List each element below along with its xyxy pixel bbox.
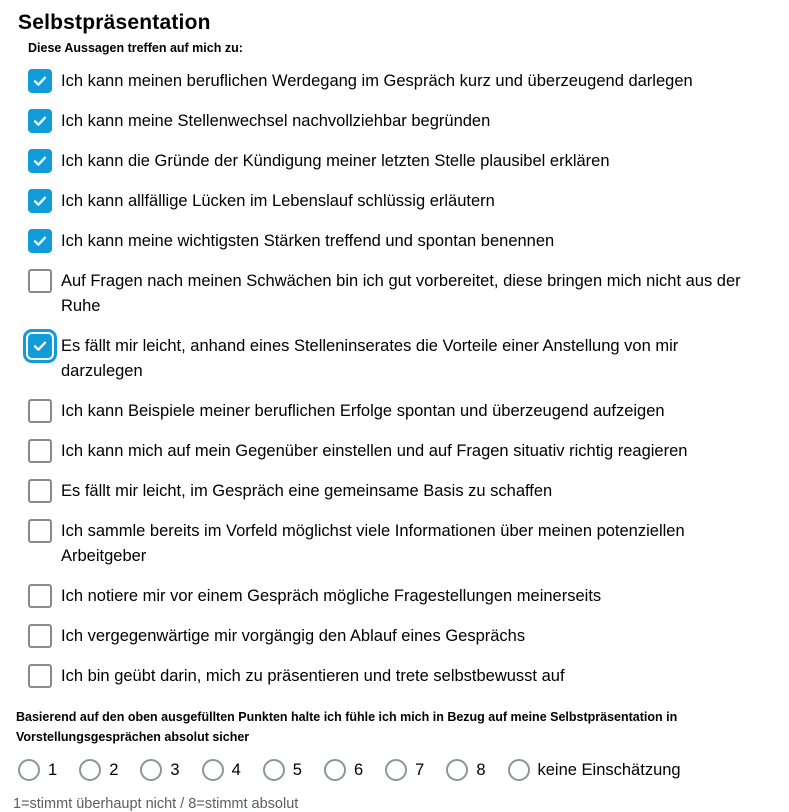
checklist-item-label[interactable]: Es fällt mir leicht, anhand eines Stelleninserates die Vorteile einer Anstellung von mir darzulegen: [61, 337, 679, 380]
checklist-item: [28, 399, 789, 424]
checklist-item-label[interactable]: Ich kann meine wichtigsten Stärken treffend und spontan benennen: [61, 232, 555, 250]
checklist-item-label[interactable]: Ich kann die Gründe der Kündigung meiner letzten Stelle plausibel erklären: [61, 152, 610, 170]
rating-option[interactable]: [263, 759, 302, 781]
checklist-item: [28, 189, 789, 214]
radio-button[interactable]: [18, 759, 40, 781]
section-instruction: Diese Aussagen treffen auf mich zu:: [28, 41, 243, 55]
page-title: Selbstpräsentation: [18, 11, 211, 34]
check-icon: [32, 73, 48, 89]
checkbox[interactable]: [28, 479, 52, 503]
rating-option-label[interactable]: 2: [109, 761, 119, 779]
radio-button[interactable]: [140, 759, 162, 781]
checklist-item-label[interactable]: Ich notiere mir vor einem Gespräch mögliche Fragestellungen meinerseits: [61, 587, 602, 605]
checklist-item: [28, 69, 789, 94]
checklist-item: [28, 664, 789, 689]
rating-option-label[interactable]: 3: [170, 761, 180, 779]
rating-option-label[interactable]: 8: [476, 761, 486, 779]
checkbox[interactable]: [28, 69, 52, 93]
radio-button[interactable]: [79, 759, 101, 781]
checkbox[interactable]: [28, 519, 52, 543]
checkbox[interactable]: [28, 399, 52, 423]
checklist-item: [28, 229, 789, 254]
checkbox[interactable]: [28, 149, 52, 173]
radio-button[interactable]: [508, 759, 530, 781]
checklist-item-label[interactable]: Ich bin geübt darin, mich zu präsentieren und trete selbstbewusst auf: [61, 667, 565, 685]
rating-option[interactable]: [202, 759, 241, 781]
rating-option-label[interactable]: 4: [231, 761, 241, 779]
radio-button[interactable]: [202, 759, 224, 781]
checkbox[interactable]: [28, 584, 52, 608]
checklist-item-label[interactable]: Ich sammle bereits im Vorfeld möglichst viele Informationen über meinen potenziellen Arbeitgeber: [61, 522, 685, 565]
checkbox[interactable]: [28, 439, 52, 463]
checkbox[interactable]: [28, 334, 52, 358]
rating-option[interactable]: [385, 759, 424, 781]
rating-option-label[interactable]: 5: [292, 761, 302, 779]
checklist-item: [28, 624, 789, 649]
checklist-item: [28, 584, 789, 609]
checkbox[interactable]: [28, 189, 52, 213]
rating-option-label[interactable]: 6: [353, 761, 364, 779]
checkbox[interactable]: [28, 624, 52, 648]
check-icon: [32, 193, 48, 209]
rating-option[interactable]: [508, 759, 681, 781]
checklist-item-label[interactable]: Es fällt mir leicht, im Gespräch eine gemeinsame Basis zu schaffen: [61, 482, 553, 500]
rating-option-label[interactable]: 7: [415, 761, 425, 779]
rating-scale: [18, 756, 789, 784]
check-icon: [32, 233, 48, 249]
checkbox[interactable]: [28, 109, 52, 133]
radio-button[interactable]: [446, 759, 468, 781]
rating-option-label[interactable]: 1: [48, 761, 58, 779]
checklist-item: [28, 149, 789, 174]
checklist-item-label[interactable]: Ich kann allfällige Lücken im Lebenslauf schlüssig erläutern: [61, 192, 495, 210]
checkbox[interactable]: [28, 664, 52, 688]
checklist-item: [28, 334, 789, 384]
checklist-item-label[interactable]: Ich kann meinen beruflichen Werdegang im Gespräch kurz und überzeugend darlegen: [61, 72, 693, 90]
checklist-item: [28, 479, 789, 504]
checklist-item: [28, 439, 789, 464]
checklist-item: [28, 269, 789, 319]
checklist-item-label[interactable]: Ich kann mich auf mein Gegenüber einstellen und auf Fragen situativ richtig reagieren: [61, 442, 688, 460]
radio-button[interactable]: [385, 759, 407, 781]
rating-option[interactable]: [79, 759, 118, 781]
checklist-item-label[interactable]: Ich kann Beispiele meiner beruflichen Erfolge spontan und überzeugend aufzeigen: [61, 402, 665, 420]
checklist: [28, 69, 789, 689]
check-icon: [32, 113, 48, 129]
checklist-item-label[interactable]: Auf Fragen nach meinen Schwächen bin ich gut vorbereitet, diese bringen mich nicht aus der Ruhe: [61, 272, 741, 315]
rating-option[interactable]: [18, 759, 57, 781]
radio-button[interactable]: [263, 759, 285, 781]
scale-legend: 1=stimmt überhaupt nicht / 8=stimmt absolut: [13, 796, 299, 812]
checklist-item: [28, 519, 789, 569]
rating-option-label[interactable]: keine Einschätzung: [537, 761, 681, 779]
checkbox[interactable]: [28, 269, 52, 293]
checklist-item-label[interactable]: Ich kann meine Stellenwechsel nachvollziehbar begründen: [61, 112, 491, 130]
checkbox[interactable]: [28, 229, 52, 253]
checklist-item: [28, 109, 789, 134]
rating-option[interactable]: [324, 759, 363, 781]
checklist-item-label[interactable]: Ich vergegenwärtige mir vorgängig den Ablauf eines Gesprächs: [61, 627, 526, 645]
check-icon: [32, 338, 48, 354]
rating-option[interactable]: [140, 759, 179, 781]
check-icon: [32, 153, 48, 169]
radio-button[interactable]: [324, 759, 346, 781]
rating-option[interactable]: [446, 759, 485, 781]
rating-question: Basierend auf den oben ausgefüllten Punkten halte ich fühle ich mich in Bezug auf meine Selbstpräsentation in Vorstellungsgesprächen absolut sicher: [16, 710, 678, 744]
